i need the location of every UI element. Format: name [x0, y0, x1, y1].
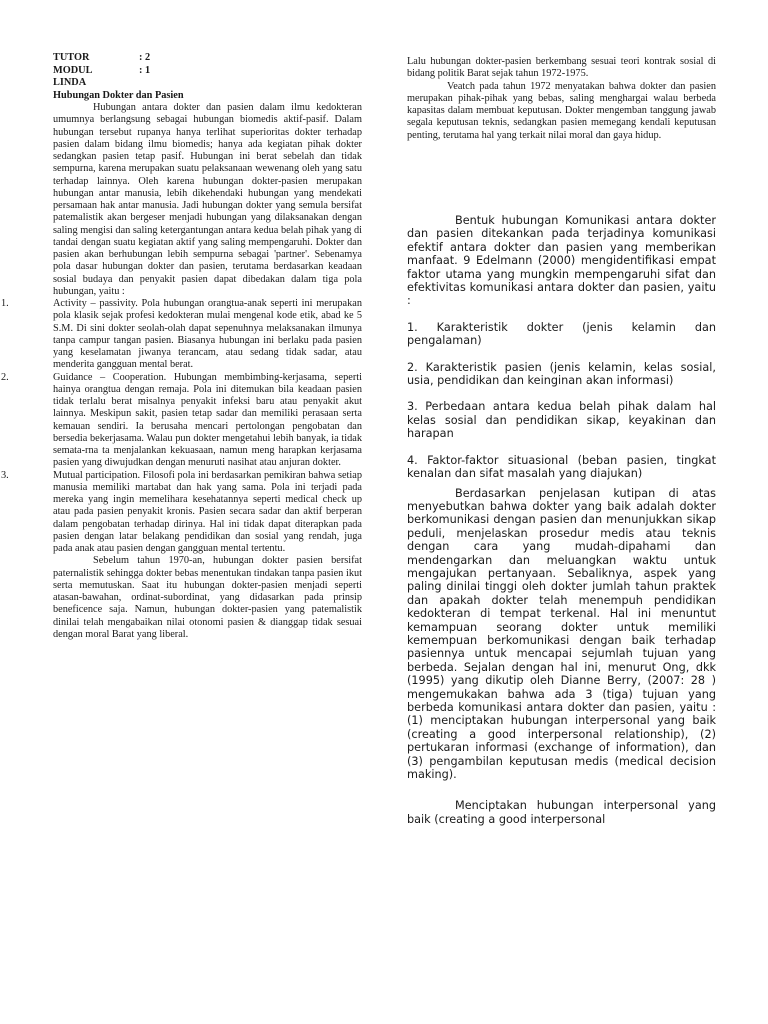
left-column: [1, 0, 362, 641]
meta-key: TUTOR: [53, 52, 90, 63]
document-title: Hubungan Dokter dan Pasien: [53, 89, 184, 101]
meta-key: MODUL: [53, 64, 93, 76]
contract-paragraph: Lalu hubungan dokter-pasien berkembang sesuai teori kontrak sosial di bidang politik Barat sejak tahun 1972-1975.: [407, 56, 716, 80]
factor-item: 2. Karakteristik pasien (jenis kelamin, kelas sosial, usia, pendidikan dan keinginan akan informasi): [407, 360, 716, 388]
meta-modul: [53, 65, 362, 78]
right-main-section: [407, 214, 716, 826]
list-number: 3.: [1, 469, 9, 481]
list-text: Guidance – Cooperation. Hubungan membimbing-kerjasama, seperti hainya orangtua dengan remaja. Pola ini ditemukan bila keadaan pasien tidak terlalu berat misalnya penyakit infeksi baru atau penyakit akut lainnya. Meskipun sakit, pasien tetap sadar dan memiliki perasaan serta kemauan sendiri. Ia berusaha mencari pertolongan pengobatan dan bersedia bekerjasama. Walau pun dokter mengetahui lebih banyak, ia tidak semata-rna ta menjalankan kekuasaan, namun meng harapkan kerjasama pasien yang diwujudkan dengan menuruti nasihat atau anjuran dokter.: [53, 371, 362, 469]
factor-item: 3. Perbedaan antara kedua belah pihak dalam hal kelas sosial dan pendidikan sikap, keyakinan dan harapan: [407, 400, 716, 441]
list-item: [1, 298, 362, 372]
list-number: 1.: [1, 298, 9, 310]
last-paragraph: Menciptakan hubungan interpersonal yang baik (creating a good interpersonal: [407, 799, 716, 826]
list-item: [1, 371, 362, 470]
author-name: LINDA: [53, 77, 87, 89]
factor-item: 1. Karakteristik dokter (jenis kelamin dan pengalaman): [407, 320, 716, 348]
meta-value: : 2: [139, 52, 151, 63]
closing-paragraph: Sebelum tahun 1970-an, hubungan dokter pasien bersifat paternalistik sehingga dokter bebas menentukan tindakan tanpa pasien ikut serta memutuskan. Saat itu hubungan dokter-pasien menjadi seperti atasan-bawahan, ordinat-subordinat, yang didasarkan pada prinsip beneficence saja. Namun, hubungan dokter-pasien yang patemalistik dinilai telah mengabaikan nilai otonomi pasien & dianggap tidak sesuai dengan moral Barat yang liberal.: [53, 555, 362, 640]
meta-tutor: [53, 52, 362, 65]
list-number: 2.: [1, 371, 9, 383]
meta-value: : 1: [139, 64, 151, 76]
communication-intro: Bentuk hubungan Komunikasi antara dokter dan pasien ditekankan pada terjadinya komunikasi efektif antara dokter dan pasien yang memberikan manfaat. 9 Edelmann (2000) mengidentifikasi empat faktor utama yang mungkin mempengaruhi sifat dan efektivitas komunikasi antara dokter dan pasien, yaitu :: [407, 214, 716, 308]
list-text: Mutual participation. Filosofi pola ini berdasarkan pemikiran bahwa setiap manusia memiliki martabat dan hak yang sama. Pola ini terjadi pada mereka yang ingin memelihara kesehatannya seperti medical check up atau pada pasien penyakit kronis. Pasien secara sadar dan aktif berperan dalam pengobatan terhadap dirinya. Hal ini tidak dapat diterapkan pada pasien dengan latar belakang pendidikan dan sosial yang rendah, juga pada anak atau pasien dengan gangguan mental tertentu.: [53, 469, 362, 555]
conclusion-paragraph: Berdasarkan penjelasan kutipan di atas menyebutkan bahwa dokter yang baik adalah dokter berkomunikasi dengan pasien dan menunjukkan sikap peduli, menjelaskan prosedur medis atau teknis dengan cara yang mudah-dipahami dan mendengarkan dan meluangkan waktu untuk mengajukan pertanyaan. Sebaliknya, aspek yang paling dinilai tinggi oleh dokter jumlah tahun praktek dan apakah dokter telah menempuh pendidikan kedokteran di tempat terkenal. Hal ini menuntut kemampuan seorang dokter untuk memiliki kemempuan berkomunikasi dengan baik terhadap pasiennya untuk mencapai sejumlah tujuan yang berbeda. Sejalan dengan hal ini, menurut Ong, dkk (1995) yang dikutip oleh Dianne Berry, (2007: 28 ) mengemukakan bahwa ada 3 (tiga) tujuan yang berbeda komunikasi antara dokter dan pasien, yaitu : (1) menciptakan hubungan interpersonal yang baik (creating a good interpersonal relationship), (2) pertukaran informasi (exchange of information), dan (3) pengambilan keputusan medis (medical decision making).: [407, 486, 716, 782]
factor-item: 4. Faktor-faktor situasional (beban pasien, tingkat kenalan dan sifat masalah yang diajukan): [407, 453, 716, 481]
intro-paragraph: Hubungan antara dokter dan pasien dalam ilmu kedokteran umumnya berlangsung sebagai hubungan biomedis aktif-pasif. Dalam hubungan tersebut rupanya hanya terlihat superioritas dokter terhadap pasien dalam bidang ilmu biomedis; hanya ada kegiatan pihak dokter sedangkan pasien tetap pasif. Hubungan ini berat sebelah dan tidak sempurna, karena merupakan suatu pelaksanaan wewenang oleh yang satu terhadap lainnya. Oleh karena hubungan dokter-pasien merupakan hubungan antar manusia, lebih dikehendaki hubungan yang mendekati persamaan hak antar manusia. Jadi hubungan dokter yang semula bersifat patemalistik akan bergeser menjadi hubungan yang dilaksanakan dengan saling mengisi dan saling ketergantungan antara kedua belah pihak yang di tandai dengan suatu kegiatan aktif yang saling mempengaruhi. Dokter dan pasien akan berhubungan lebih sempurna sebagai 'partner'. Sebenamya pola dasar hubungan dokter dan pasien, terutama berdasarkan keadaan sosial budaya dan penyakit pasien dapat dibedakan dalam tiga pola hubungan, yaitu :: [53, 102, 362, 297]
veatch-paragraph: Veatch pada tahun 1972 menyatakan bahwa dokter dan pasien merupakan pihak-pihak yang bebas, saling menghargai walau berbeda kapasitas dalam membuat keputusan. Dokter mengemban tanggung jawab segala keputusan teknis, sedangkan pasien memegang kendali keputusan penting, terutama hal yang terkait nilai moral dan gaya hidup.: [407, 80, 716, 141]
relationship-pattern-list: [1, 298, 362, 555]
list-text: Activity – passivity. Pola hubungan orangtua-anak seperti ini merupakan pola klasik sejak profesi kedokteran mulai mengenal kode etik, abad ke 5 S.M. Di sini dokter seolah-olah dapat sepenuhnya melaksanakan ilmunya tanpa campur tangan pasien. Biasanya hubungan ini berlaku pada pasien yang keselamatan jiwanya terancam, atau sedang tidak sadar, atau menderita gangguan mental berat.: [53, 298, 362, 371]
list-item: [1, 469, 362, 556]
right-top-section: [407, 0, 716, 142]
